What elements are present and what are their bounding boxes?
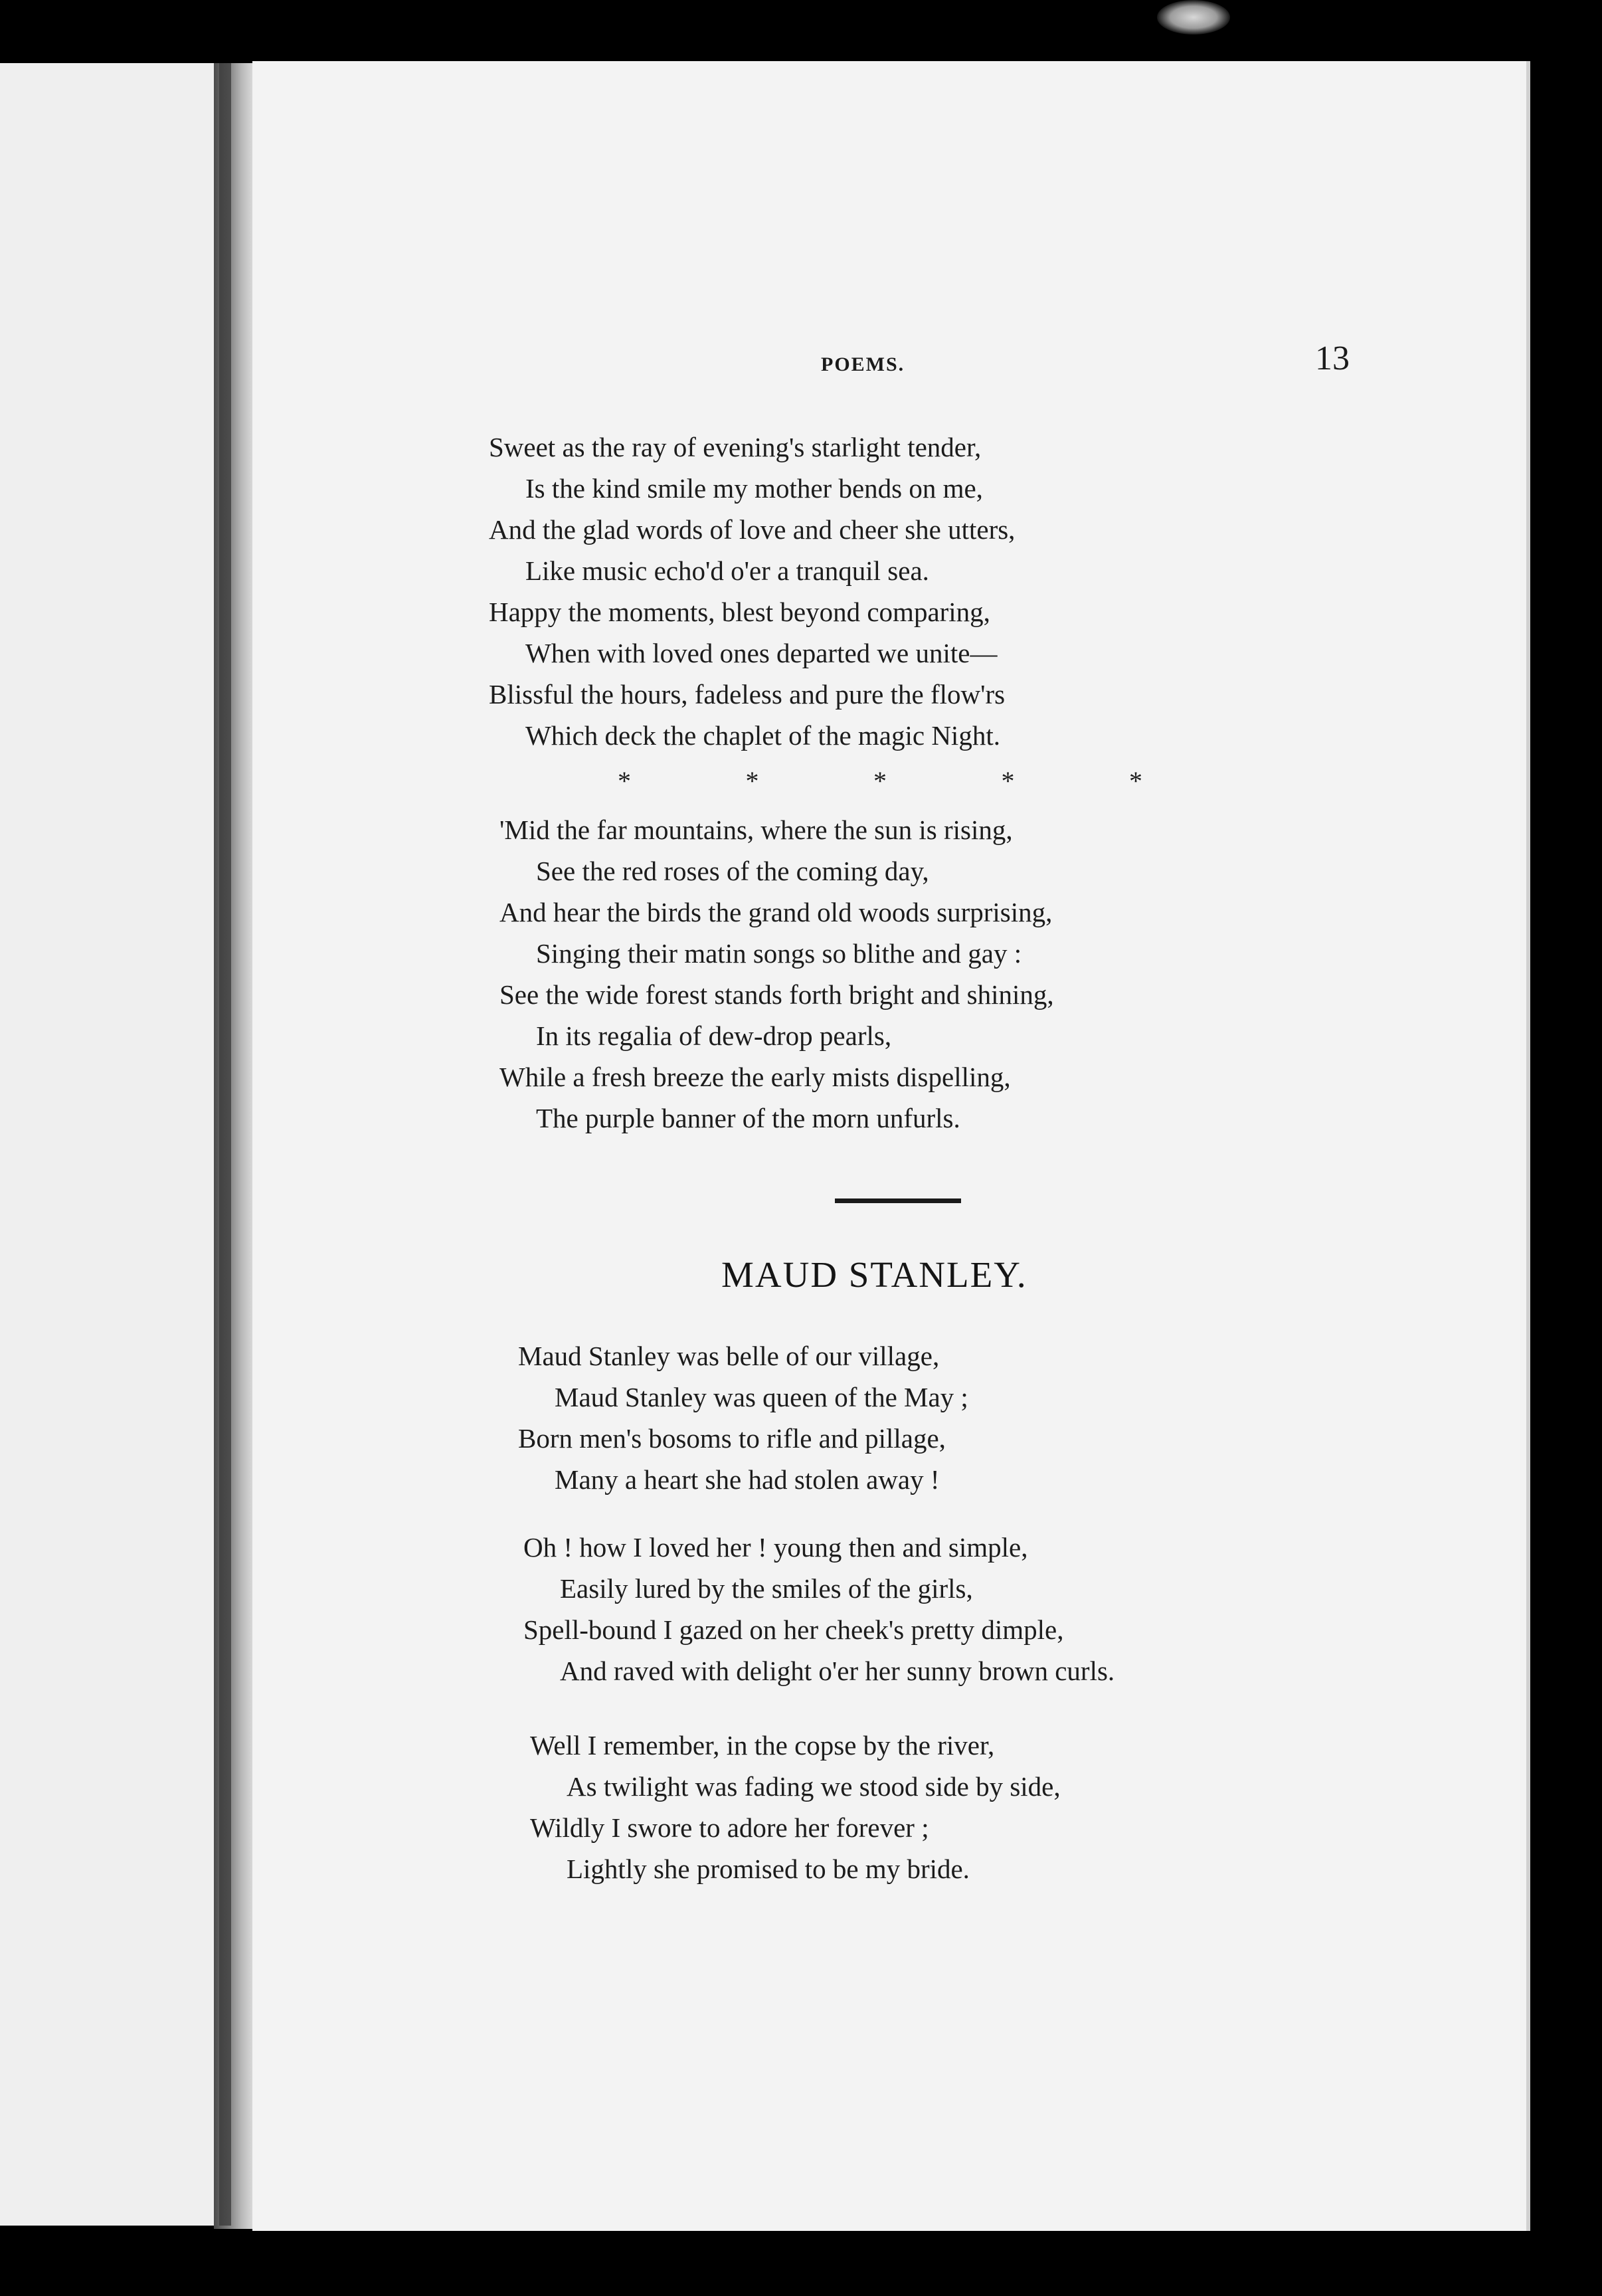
scan-smudge: [1157, 0, 1230, 35]
verse-line: Like music echo'd o'er a tranquil sea.: [525, 555, 929, 586]
poem2-stanza2: [523, 1527, 1114, 1691]
right-page: [252, 61, 1526, 2231]
verse-line: Happy the moments, blest beyond comparing,: [489, 597, 990, 627]
verse-line: 'Mid the far mountains, where the sun is rising,: [499, 814, 1013, 845]
asterisk: *: [618, 766, 631, 796]
verse-line: Oh ! how I loved her ! young then and simple,: [523, 1532, 1028, 1563]
verse-line: Easily lured by the smiles of the girls,: [560, 1573, 973, 1604]
verse-line: The purple banner of the morn unfurls.: [536, 1103, 960, 1133]
verse-line: In its regalia of dew-drop pearls,: [536, 1020, 892, 1051]
verse-line: And hear the birds the grand old woods surprising,: [499, 897, 1053, 927]
poem1-stanza2: [499, 809, 1054, 1139]
verse-line: And raved with delight o'er her sunny brown curls.: [560, 1656, 1115, 1686]
asterisk: *: [1001, 766, 1015, 796]
section-break-asterisms: [618, 765, 1142, 797]
verse-line: Maud Stanley was belle of our village,: [518, 1341, 940, 1371]
verse-line: Lightly she promised to be my bride.: [567, 1854, 970, 1884]
poem-title: MAUD STANLEY.: [721, 1254, 1027, 1295]
verse-line: Maud Stanley was queen of the May ;: [555, 1382, 968, 1412]
verse-line: Many a heart she had stolen away !: [555, 1464, 940, 1495]
verse-line: When with loved ones departed we unite—: [525, 638, 998, 668]
asterisk: *: [873, 766, 887, 796]
poem2-stanza3: [530, 1725, 1061, 1889]
asterisk: *: [1129, 766, 1142, 796]
verse-line: Wildly I swore to adore her forever ;: [530, 1812, 929, 1843]
poem1-stanza1: [489, 427, 1015, 756]
verse-line: And the glad words of love and cheer she utters,: [489, 514, 1016, 545]
verse-line: See the red roses of the coming day,: [536, 856, 929, 886]
page-number: 13: [1315, 339, 1350, 377]
section-divider-rule: [835, 1198, 961, 1203]
verse-line: Blissful the hours, fadeless and pure the flow'rs: [489, 679, 1006, 710]
verse-line: Born men's bosoms to rifle and pillage,: [518, 1423, 946, 1454]
gutter-fold: [219, 63, 231, 2226]
verse-line: Well I remember, in the copse by the river,: [530, 1730, 995, 1761]
verse-line: Singing their matin songs so blithe and gay :: [536, 938, 1022, 969]
verse-line: Spell-bound I gazed on her cheek's pretty dimple,: [523, 1614, 1064, 1645]
verse-line: As twilight was fading we stood side by side,: [567, 1771, 1061, 1802]
verse-line: Sweet as the ray of evening's starlight tender,: [489, 432, 982, 462]
page-edge: [1526, 61, 1530, 2231]
verse-line: Which deck the chaplet of the magic Night.: [525, 720, 1000, 751]
verse-line: See the wide forest stands forth bright and shining,: [499, 979, 1054, 1010]
left-page-blank: [0, 63, 219, 2226]
asterisk: *: [745, 766, 759, 796]
running-head: POEMS.: [821, 353, 905, 375]
verse-line: Is the kind smile my mother bends on me,: [525, 473, 983, 504]
poem2-stanza1: [518, 1335, 968, 1500]
verse-line: While a fresh breeze the early mists dispelling,: [499, 1062, 1011, 1092]
